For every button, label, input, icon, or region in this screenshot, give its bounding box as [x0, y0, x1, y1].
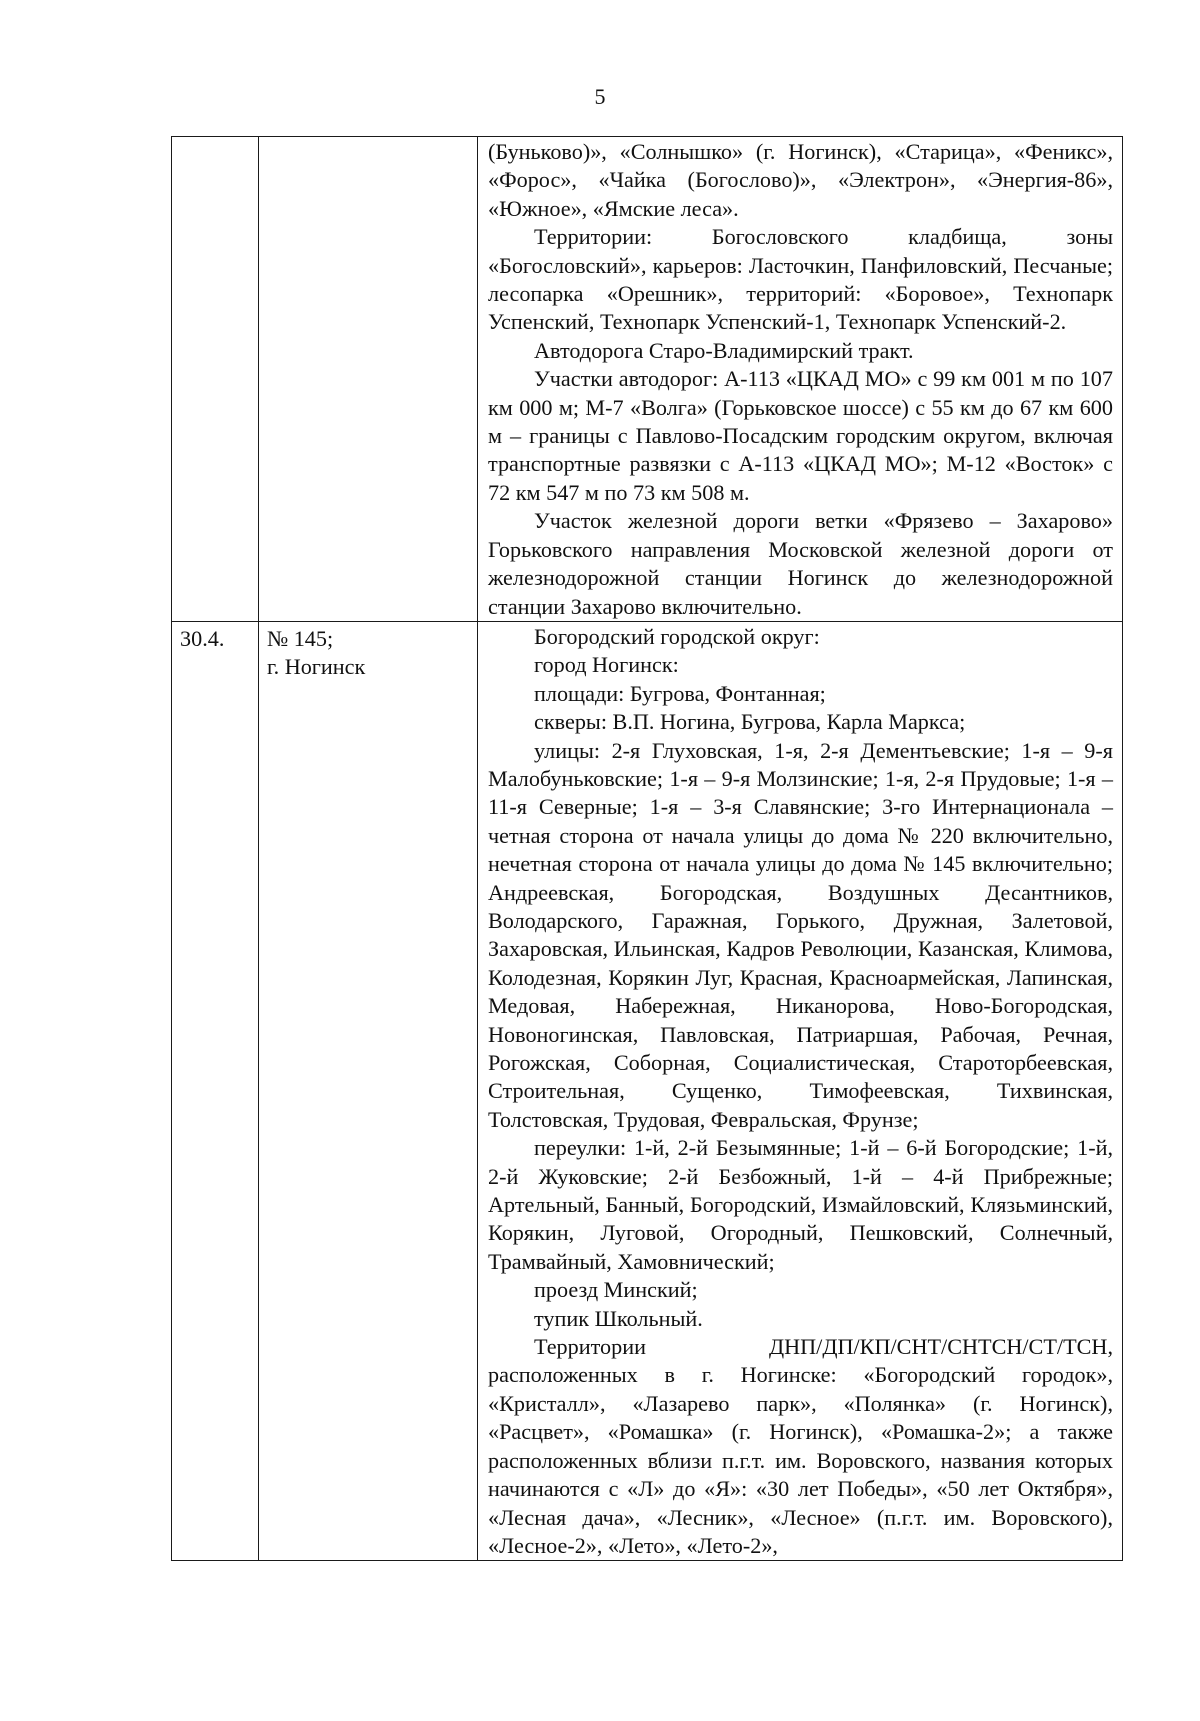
description-cell — [478, 137, 1123, 622]
district-number: № 145; — [267, 625, 334, 651]
paragraph: площади: Бугрова, Фонтанная; — [534, 680, 826, 706]
table-row — [172, 137, 1123, 622]
paragraph: переулки: 1-й, 2-й Безымянные; 1-й – 6-й Богородские; 1-й, 2-й Жуковские; 2-й Безбожный, 1-й – 4-й Прибрежные; Артельный, Банный, Богородский, Измайловский, Клязьминский, Корякин, Луговой, Огородный, Пешковский, Солнечный, Трамвайный, Хамовнический; — [488, 1135, 1113, 1274]
row-number-cell — [172, 137, 259, 622]
paragraph: Богородский городской округ: — [534, 623, 820, 649]
paragraph: Участок железной дороги ветки «Фрязево – Захарово» Горьковского направления Московской железной дороги от железнодорожной станции Ногинск до железнодорожной станции Захарово включительно. — [488, 508, 1113, 619]
paragraph: Автодорога Старо-Владимирский тракт. — [534, 337, 914, 363]
paragraph: Территории ДНП/ДП/КП/СНТ/СНТСН/СТ/ТСН, расположенных в г. Ногинске: «Богородский городок», «Кристалл», «Лазарево парк», «Полянка» (г. Ногинск), «Расцвет», «Ромашка» (г. Ногинск), «Ромашка-2»; а также расположенных вблизи п.г.т. им. Воровского, названия которых начинаются с «Л» до «Я»: «30 лет Победы», «50 лет Октября», «Лесная дача», «Лесник», «Лесное» (п.г.т. им. Воровского), «Лесное-2», «Лето», «Лето-2», — [488, 1334, 1113, 1558]
table-row — [172, 621, 1123, 1560]
object-cell — [259, 137, 478, 622]
paragraph: улицы: 2-я Глуховская, 1-я, 2-я Дементьевские; 1-я – 9-я Малобуньковские; 1-я – 9-я Молзинские; 1-я, 2-я Прудовые; 1-я – 11-я Северные; 1-я – 3-я Славянские; 3-го Интернационала – четная сторона от начала улицы до дома № 220 включительно, нечетная сторона от начала улицы до дома № 145 включительно; Андреевская, Богородская, Воздушных Десантников, Володарского, Гаражная, Горького, Дружная, Залетовой, Захаровская, Ильинская, Кадров Революции, Казанская, Климова, Колодезная, Корякин Луг, Красная, Красноармейская, Лапинская, Медовая, Набережная, Никанорова, Ново-Богородская, Новоногинская, Павловская, Патриаршая, Рабочая, Речная, Рогожская, Соборная, Социалистическая, Староторбеевская, Строительная, Сущенко, Тимофеевская, Тихвинская, Толстовская, Трудовая, Февральская, Фрунзе; — [488, 737, 1113, 1132]
district-city: г. Ногинск — [267, 654, 366, 680]
paragraph: тупик Школьный. — [534, 1305, 703, 1331]
row-number-cell: 30.4. — [172, 621, 259, 1560]
paragraph: Участки автодорог: А-113 «ЦКАД МО» с 99 км 001 м по 107 км 000 м; М-7 «Волга» (Горьковское шоссе) с 55 км до 67 км 600 м – границы с Павлово-Посадским городским округом, включая транспортные развязки с А-113 «ЦКАД МО»; М-12 «Восток» с 72 км 547 м по 73 км 508 м. — [488, 366, 1113, 505]
paragraph: проезд Минский; — [534, 1277, 698, 1303]
paragraph: скверы: В.П. Ногина, Бугрова, Карла Маркса; — [534, 709, 966, 735]
description-cell — [478, 621, 1123, 1560]
paragraph: город Ногинск: — [534, 652, 679, 678]
object-cell — [259, 621, 478, 1560]
paragraph: Территории: Богословского кладбища, зоны «Богословский», карьеров: Ласточкин, Панфиловский, Песчаные; лесопарка «Орешник», территорий: «Боровое», Технопарк Успенский, Технопарк Успенский-1, Технопарк Успенский-2. — [488, 224, 1113, 335]
paragraph: (Буньково)», «Солнышко» (г. Ногинск), «Старица», «Феникс», «Форос», «Чайка (Богослово)», «Электрон», «Энергия-86», «Южное», «Ямские леса». — [488, 139, 1113, 221]
page-number: 5 — [594, 84, 606, 109]
document-table — [171, 136, 1123, 1561]
